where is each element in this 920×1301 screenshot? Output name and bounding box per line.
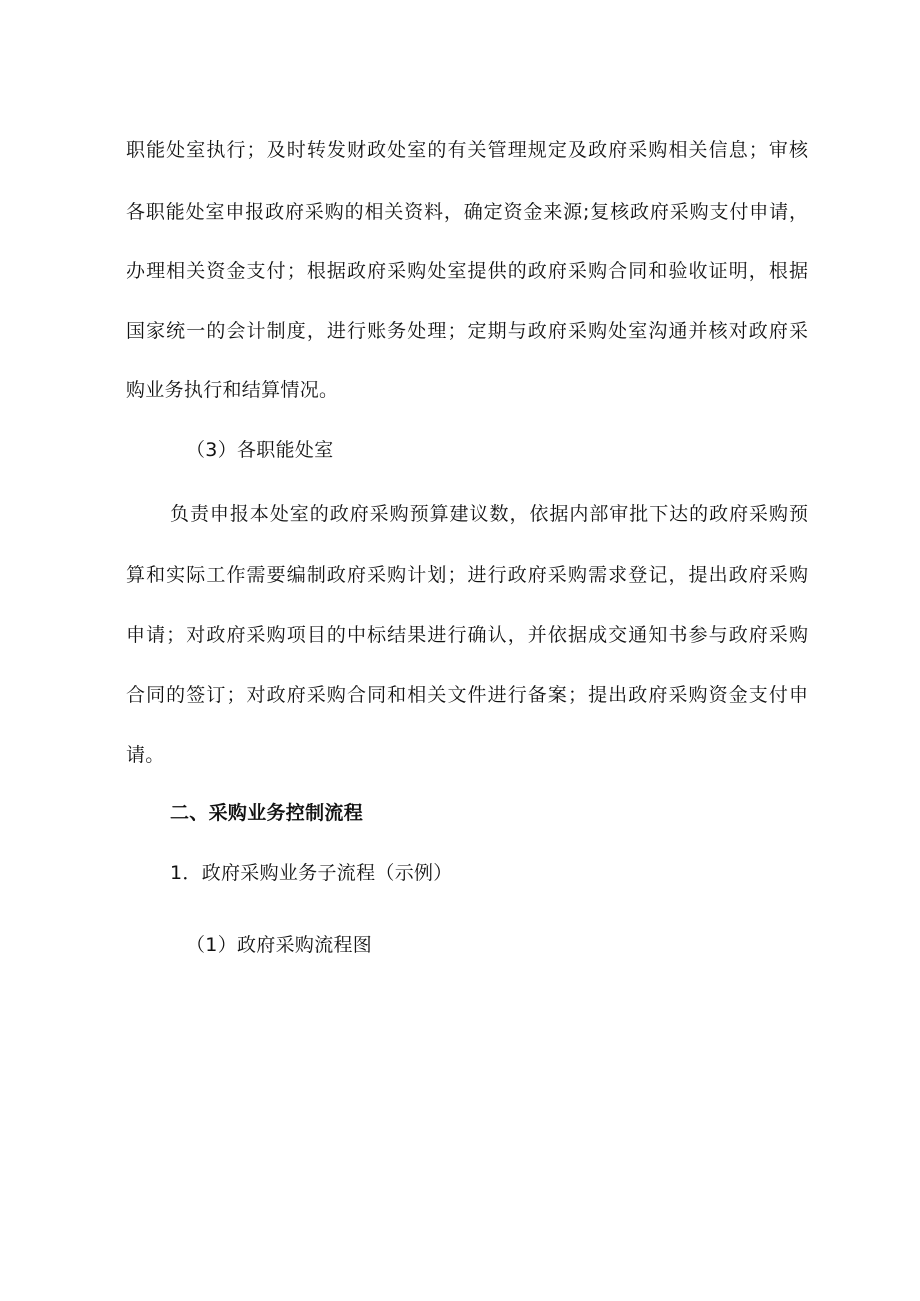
item-heading: （1）政府采购流程图 [186, 934, 373, 956]
paragraph-line: 合同的签订；对政府采购合同和相关文件进行备案；提出政府采购资金支付申 [126, 684, 808, 706]
paragraph-line: 申请；对政府采购项目的中标结果进行确认，并依据成交通知书参与政府采购 [126, 624, 808, 646]
paragraph-line: 购业务执行和结算情况。 [126, 379, 339, 401]
subsection-heading: 1．政府采购业务子流程（示例） [170, 862, 453, 884]
paragraph-line: 算和实际工作需要编制政府采购计划；进行政府采购需求登记，提出政府采购 [126, 564, 808, 586]
subheading-functional-departments: （3）各职能处室 [186, 439, 334, 461]
paragraph-line: 请。 [126, 744, 165, 766]
paragraph-line: 负责申报本处室的政府采购预算建议数，依据内部审批下达的政府采购预 [170, 503, 808, 525]
paragraph-line: 办理相关资金支付；根据政府采购处室提供的政府采购合同和验收证明，根据 [126, 260, 808, 282]
paragraph-line: 各职能处室申报政府采购的相关资料，确定资金来源;复核政府采购支付申请， [126, 201, 808, 223]
paragraph-line: 国家统一的会计制度，进行账务处理；定期与政府采购处室沟通并核对政府采 [126, 320, 808, 342]
paragraph-line: 职能处室执行；及时转发财政处室的有关管理规定及政府采购相关信息；审核 [126, 139, 808, 161]
section-heading: 二、采购业务控制流程 [170, 802, 364, 824]
